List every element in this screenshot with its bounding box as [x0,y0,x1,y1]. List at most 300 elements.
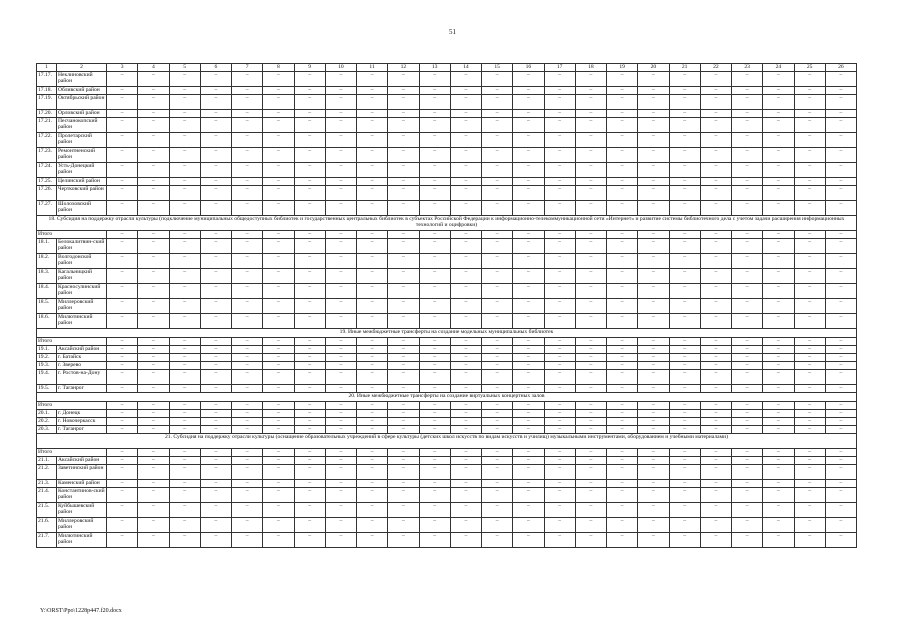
column-number-header: 23 [732,64,763,72]
value-cell: – [450,533,481,548]
value-cell: – [825,87,856,95]
value-cell: – [294,488,325,503]
value-cell: – [825,503,856,518]
value-cell: – [200,269,231,284]
value-cell: – [450,385,481,393]
value-cell: – [357,231,388,239]
value-cell: – [544,488,575,503]
value-cell: – [107,254,138,269]
table-row [37,362,857,370]
value-cell: – [575,354,606,362]
value-cell: – [419,518,450,533]
value-cell: – [138,72,169,87]
value-cell: – [763,178,794,186]
value-cell: – [544,239,575,254]
value-cell: – [263,480,294,488]
value-cell: – [388,402,419,410]
value-cell: – [763,269,794,284]
value-cell: – [544,426,575,434]
value-cell: – [482,346,513,354]
municipality-name: Куйбышевский район [57,503,107,518]
value-cell: – [575,385,606,393]
value-cell: – [107,133,138,148]
row-number: 17.20. [37,110,57,118]
value-cell: – [575,201,606,216]
value-cell: – [607,186,638,201]
value-cell: – [825,385,856,393]
value-cell: – [388,299,419,314]
value-cell: – [107,410,138,418]
value-cell: – [669,254,700,269]
value-cell: – [200,95,231,110]
value-cell: – [419,362,450,370]
value-cell: – [513,410,544,418]
value-cell: – [450,118,481,133]
value-cell: – [638,488,669,503]
value-cell: – [669,72,700,87]
value-cell: – [419,465,450,480]
value-cell: – [419,402,450,410]
value-cell: – [107,346,138,354]
table-row [37,480,857,488]
value-cell: – [388,518,419,533]
value-cell: – [482,201,513,216]
value-cell: – [575,95,606,110]
value-cell: – [138,480,169,488]
value-cell: – [763,518,794,533]
value-cell: – [513,346,544,354]
value-cell: – [544,148,575,163]
value-cell: – [294,314,325,329]
value-cell: – [388,426,419,434]
value-cell: – [232,269,263,284]
row-number: 18.6. [37,314,57,329]
value-cell: – [450,410,481,418]
value-cell: – [638,87,669,95]
value-cell: – [200,457,231,465]
value-cell: – [200,402,231,410]
value-cell: – [513,231,544,239]
column-number-header: 12 [388,64,419,72]
value-cell: – [794,239,825,254]
value-cell: – [388,72,419,87]
value-cell: – [419,133,450,148]
value-cell: – [575,178,606,186]
value-cell: – [169,110,200,118]
column-number-header: 6 [200,64,231,72]
value-cell: – [232,385,263,393]
value-cell: – [700,314,731,329]
value-cell: – [763,72,794,87]
municipality-name: Волгодонской район [57,254,107,269]
value-cell: – [388,418,419,426]
value-cell: – [388,148,419,163]
value-cell: – [638,186,669,201]
value-cell: – [763,239,794,254]
value-cell: – [732,338,763,346]
value-cell: – [575,87,606,95]
value-cell: – [138,284,169,299]
value-cell: – [482,178,513,186]
value-cell: – [732,284,763,299]
value-cell: – [482,72,513,87]
value-cell: – [263,148,294,163]
total-label: Итого [37,231,107,239]
value-cell: – [544,480,575,488]
value-cell: – [357,354,388,362]
municipality-name: г. Таганрог [57,426,107,434]
value-cell: – [138,95,169,110]
value-cell: – [732,354,763,362]
municipality-name: Шолоховский район [57,201,107,216]
value-cell: – [263,418,294,426]
value-cell: – [482,488,513,503]
value-cell: – [544,163,575,178]
value-cell: – [794,314,825,329]
value-cell: – [232,346,263,354]
value-cell: – [294,110,325,118]
value-cell: – [638,533,669,548]
value-cell: – [732,269,763,284]
value-cell: – [294,418,325,426]
value-cell: – [513,269,544,284]
value-cell: – [513,402,544,410]
value-cell: – [794,95,825,110]
value-cell: – [638,480,669,488]
value-cell: – [200,370,231,385]
value-cell: – [325,410,356,418]
row-number: 21.6. [37,518,57,533]
value-cell: – [575,239,606,254]
value-cell: – [638,385,669,393]
value-cell: – [263,488,294,503]
value-cell: – [263,133,294,148]
value-cell: – [169,231,200,239]
value-cell: – [107,518,138,533]
value-cell: – [294,503,325,518]
value-cell: – [200,354,231,362]
value-cell: – [544,354,575,362]
value-cell: – [513,385,544,393]
value-cell: – [763,449,794,457]
value-cell: – [450,269,481,284]
value-cell: – [138,449,169,457]
value-cell: – [763,231,794,239]
value-cell: – [825,410,856,418]
value-cell: – [232,178,263,186]
value-cell: – [482,385,513,393]
value-cell: – [325,426,356,434]
value-cell: – [419,254,450,269]
value-cell: – [294,480,325,488]
value-cell: – [669,186,700,201]
value-cell: – [575,449,606,457]
value-cell: – [794,346,825,354]
value-cell: – [544,457,575,465]
value-cell: – [607,299,638,314]
table-row [37,284,857,299]
column-number-header: 19 [607,64,638,72]
value-cell: – [357,346,388,354]
value-cell: – [638,148,669,163]
value-cell: – [107,118,138,133]
value-cell: – [294,186,325,201]
value-cell: – [732,418,763,426]
value-cell: – [107,314,138,329]
value-cell: – [700,402,731,410]
value-cell: – [325,370,356,385]
column-number-header: 9 [294,64,325,72]
value-cell: – [732,110,763,118]
value-cell: – [107,402,138,410]
value-cell: – [357,254,388,269]
value-cell: – [388,178,419,186]
value-cell: – [607,231,638,239]
value-cell: – [450,163,481,178]
value-cell: – [388,449,419,457]
row-number: 17.18. [37,87,57,95]
value-cell: – [763,299,794,314]
value-cell: – [107,201,138,216]
value-cell: – [138,186,169,201]
value-cell: – [544,338,575,346]
value-cell: – [232,118,263,133]
value-cell: – [732,346,763,354]
value-cell: – [138,488,169,503]
value-cell: – [482,533,513,548]
value-cell: – [138,231,169,239]
value-cell: – [357,133,388,148]
value-cell: – [169,488,200,503]
value-cell: – [513,518,544,533]
value-cell: – [169,314,200,329]
value-cell: – [325,354,356,362]
value-cell: – [638,110,669,118]
value-cell: – [263,186,294,201]
value-cell: – [232,503,263,518]
value-cell: – [732,201,763,216]
value-cell: – [388,269,419,284]
value-cell: – [763,488,794,503]
value-cell: – [419,426,450,434]
value-cell: – [263,402,294,410]
value-cell: – [107,178,138,186]
value-cell: – [138,314,169,329]
row-number: 17.21. [37,118,57,133]
value-cell: – [513,284,544,299]
value-cell: – [419,118,450,133]
value-cell: – [513,118,544,133]
value-cell: – [607,178,638,186]
value-cell: – [669,410,700,418]
value-cell: – [325,418,356,426]
value-cell: – [357,338,388,346]
value-cell: – [825,178,856,186]
municipality-name: Целинский район [57,178,107,186]
municipality-name: Песчанокопский район [57,118,107,133]
value-cell: – [388,354,419,362]
value-cell: – [825,163,856,178]
value-cell: – [419,314,450,329]
row-number: 21.7. [37,533,57,548]
value-cell: – [357,118,388,133]
value-cell: – [200,480,231,488]
table-row [37,239,857,254]
value-cell: – [388,284,419,299]
value-cell: – [794,410,825,418]
value-cell: – [169,402,200,410]
value-cell: – [294,426,325,434]
value-cell: – [419,488,450,503]
value-cell: – [638,503,669,518]
value-cell: – [669,118,700,133]
value-cell: – [419,299,450,314]
value-cell: – [607,354,638,362]
value-cell: – [669,426,700,434]
value-cell: – [357,362,388,370]
value-cell: – [700,410,731,418]
value-cell: – [669,402,700,410]
value-cell: – [513,418,544,426]
value-cell: – [513,503,544,518]
value-cell: – [544,503,575,518]
value-cell: – [482,418,513,426]
value-cell: – [388,314,419,329]
value-cell: – [232,370,263,385]
value-cell: – [138,87,169,95]
row-number: 18.4. [37,284,57,299]
municipality-name: Аксайский район [57,457,107,465]
value-cell: – [450,314,481,329]
value-cell: – [138,503,169,518]
total-label: Итого [37,402,107,410]
value-cell: – [513,95,544,110]
table-row [37,346,857,354]
value-cell: – [482,239,513,254]
column-number-header: 16 [513,64,544,72]
value-cell: – [732,133,763,148]
value-cell: – [482,87,513,95]
value-cell: – [825,148,856,163]
value-cell: – [763,465,794,480]
value-cell: – [325,346,356,354]
value-cell: – [107,426,138,434]
value-cell: – [575,269,606,284]
value-cell: – [825,418,856,426]
value-cell: – [263,231,294,239]
value-cell: – [169,299,200,314]
value-cell: – [169,370,200,385]
municipality-name: Заветинский район [57,465,107,480]
value-cell: – [169,465,200,480]
value-cell: – [763,385,794,393]
value-cell: – [294,449,325,457]
value-cell: – [419,186,450,201]
value-cell: – [232,426,263,434]
row-number: 20.1. [37,410,57,418]
value-cell: – [544,201,575,216]
value-cell: – [544,231,575,239]
value-cell: – [763,418,794,426]
value-cell: – [700,239,731,254]
value-cell: – [763,503,794,518]
value-cell: – [450,72,481,87]
value-cell: – [294,385,325,393]
value-cell: – [513,449,544,457]
row-number: 19.3. [37,362,57,370]
value-cell: – [544,299,575,314]
value-cell: – [825,314,856,329]
value-cell: – [357,178,388,186]
value-cell: – [232,410,263,418]
value-cell: – [700,449,731,457]
value-cell: – [482,457,513,465]
value-cell: – [575,518,606,533]
value-cell: – [169,503,200,518]
value-cell: – [638,201,669,216]
value-cell: – [294,201,325,216]
value-cell: – [107,239,138,254]
value-cell: – [325,231,356,239]
value-cell: – [669,449,700,457]
value-cell: – [607,284,638,299]
value-cell: – [575,480,606,488]
table-row [37,457,857,465]
value-cell: – [388,533,419,548]
value-cell: – [763,186,794,201]
table-row [37,269,857,284]
value-cell: – [169,480,200,488]
value-cell: – [200,533,231,548]
row-number: 21.4. [37,488,57,503]
value-cell: – [325,457,356,465]
value-cell: – [482,480,513,488]
value-cell: – [200,385,231,393]
value-cell: – [107,299,138,314]
row-number: 17.27. [37,201,57,216]
value-cell: – [169,269,200,284]
value-cell: – [825,254,856,269]
column-number-header: 13 [419,64,450,72]
value-cell: – [388,231,419,239]
column-number-header: 25 [794,64,825,72]
value-cell: – [669,385,700,393]
value-cell: – [419,87,450,95]
value-cell: – [638,231,669,239]
value-cell: – [419,178,450,186]
value-cell: – [169,385,200,393]
value-cell: – [513,186,544,201]
value-cell: – [200,178,231,186]
value-cell: – [732,239,763,254]
table-row [37,465,857,480]
value-cell: – [513,201,544,216]
value-cell: – [419,418,450,426]
section-title: 18. Субсидия на поддержку отрасли культуры (подключение муниципальных общедоступных библиотек и государственных центральных библиотек в субъектах Российской Федерации к информационно-телекоммуникационной сети «Интернет» и развитие системы библиотечного дела с учетом задачи расширения информационных технологий и оцифровки) [37,216,857,231]
value-cell: – [513,533,544,548]
value-cell: – [700,354,731,362]
value-cell: – [825,239,856,254]
value-cell: – [575,110,606,118]
value-cell: – [732,503,763,518]
value-cell: – [325,87,356,95]
value-cell: – [107,503,138,518]
value-cell: – [357,426,388,434]
value-cell: – [450,186,481,201]
value-cell: – [732,449,763,457]
value-cell: – [107,284,138,299]
value-cell: – [638,239,669,254]
